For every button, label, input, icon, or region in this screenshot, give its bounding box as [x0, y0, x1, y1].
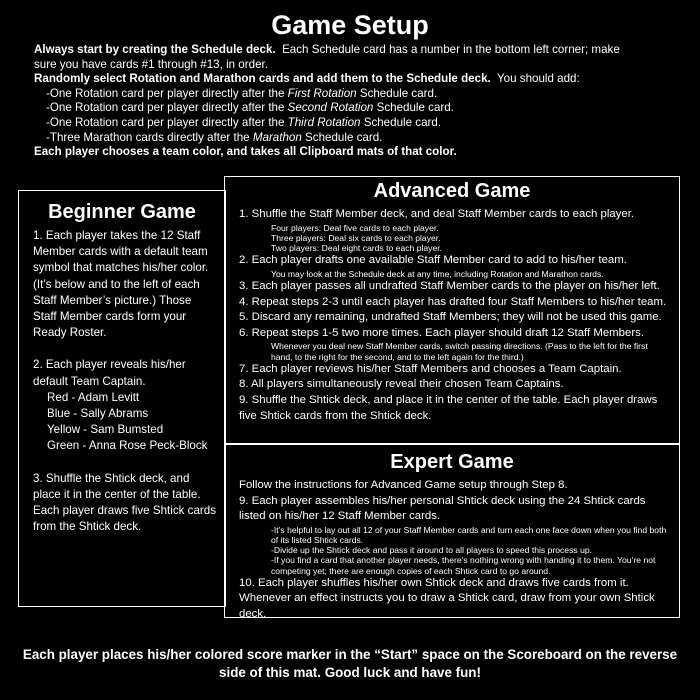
advanced-step-3: 3. Each player passes all undrafted Staff Member cards to the player on his/her left. — [239, 280, 660, 292]
expert-note: -It’s helpful to lay out all 12 of your Staff Member cards and turn each one face down when you find both of its listed Shtick cards. — [271, 524, 667, 545]
advanced-step-8: 8. All players simultaneously reveal their chosen Team Captains. — [239, 378, 564, 391]
add-em: Third Rotation — [287, 115, 361, 129]
intro-section — [34, 43, 674, 160]
beginner-game-box — [18, 190, 226, 607]
expert-game-box — [224, 443, 680, 618]
add-post: Schedule card. — [301, 130, 383, 144]
advanced-title: Advanced Game — [373, 180, 531, 202]
intro-schedule-line — [34, 43, 674, 58]
advanced-step-2-note: You may look at the Schedule deck at any time, including Rotation and Marathon cards. — [271, 268, 604, 279]
add-pre: -One Rotation card per player directly after the — [46, 101, 288, 115]
add-pre: -One Rotation card per player directly after the — [46, 86, 288, 100]
advanced-step-1-note: Four players: Deal five cards to each player. — [271, 222, 439, 233]
beginner-step-3: 3. Shuffle the Shtick deck, and place it in the center of the table. Each player draws five Shtick cards from the Shtick deck. — [33, 471, 216, 534]
footer-instructions: Each player places his/her colored score marker in the “Start” space on the Scoreboard on the reverse side of this mat. Good luck and have fun! — [22, 647, 678, 680]
add-post: Schedule card. — [356, 86, 438, 100]
captain-item: Blue - Sally Abrams — [47, 407, 149, 421]
advanced-step-1-note: Two players: Deal eight cards to each player. — [271, 243, 443, 253]
captain-item: Red - Adam Levitt — [47, 390, 140, 404]
intro-add-item — [34, 101, 674, 116]
intro-schedule-rest: Each Schedule card has a number in the bottom left corner; make — [282, 43, 620, 56]
intro-add-item — [34, 116, 674, 131]
captain-item: Yellow - Sam Bumsted — [47, 423, 164, 437]
advanced-step-5: 5. Discard any remaining, undrafted Staff Members; they will not be used this game. — [239, 311, 662, 324]
captain-item: Green - Anna Rose Peck-Block — [47, 439, 208, 453]
advanced-steps — [225, 203, 679, 424]
intro-add-item — [34, 131, 674, 146]
expert-body — [225, 474, 679, 623]
intro-schedule-bold: Always start by creating the Schedule deck. — [34, 43, 276, 56]
beginner-title: Beginner Game — [48, 201, 196, 223]
advanced-step-2: 2. Each player drafts one available Staff Member card to add to his/her team. — [239, 254, 627, 267]
add-pre: -Three Marathon cards directly after the — [46, 130, 253, 144]
add-post: Schedule card. — [360, 115, 442, 129]
page-title: Game Setup — [271, 10, 429, 40]
expert-step-9: 9. Each player assembles his/her personal Shtick deck using the 24 Shtick cards listed on his/her 12 Staff Member cards. — [239, 494, 646, 523]
advanced-game-box — [224, 176, 680, 445]
intro-random-line — [34, 72, 674, 87]
advanced-step-9: 9. Shuffle the Shtick deck, and place it in the center of the table. Each player draws five Shtick cards from the Shtick deck. — [239, 393, 658, 422]
advanced-step-6: 6. Repeat steps 1-5 two more times. Each player should draft 12 Staff Members. — [239, 326, 644, 339]
intro-color-line: Each player chooses a team color, and takes all Clipboard mats of that color. — [34, 145, 457, 159]
beginner-body — [19, 224, 225, 535]
add-em: Marathon — [252, 130, 302, 144]
add-post: Schedule card. — [373, 101, 454, 115]
intro-add-item — [34, 87, 674, 102]
expert-step-10: 10. Each player shuffles his/her own Shtick deck and draws five cards from it. Whenever an effect instructs you to draw a Shtick card, draw from your own Shtick deck. — [239, 576, 655, 620]
advanced-step-1-note: Three players: Deal six cards to each player. — [271, 232, 441, 243]
add-pre: -One Rotation card per player directly after the — [46, 115, 288, 129]
add-em: First Rotation — [287, 86, 357, 100]
advanced-step-7: 7. Each player reviews his/her Staff Members and chooses a Team Captain. — [239, 362, 622, 375]
intro-random-bold: Randomly select Rotation and Marathon cards and add them to the Schedule deck. — [34, 72, 491, 86]
expert-line-1: Follow the instructions for Advanced Game setup through Step 8. — [239, 479, 568, 491]
beginner-step-2: 2. Each player reveals his/her default Team Captain. — [33, 358, 186, 388]
add-em: Second Rotation — [287, 101, 374, 115]
beginner-step-1: 1. Each player takes the 12 Staff Member cards with a default team symbol that matches his/her color. (It’s below and to the left of each Staff Member’s picture.) Those Staff Member cards form your Ready Roster. — [33, 229, 209, 340]
advanced-step-1: 1. Shuffle the Staff Member deck, and deal Staff Member cards to each player. — [239, 208, 635, 220]
expert-title: Expert Game — [390, 451, 514, 473]
advanced-step-6-note: Whenever you deal new Staff Member cards, switch passing directions. (Pass to the left for the first hand, to the right for the second, and to the left again for the third.) — [271, 341, 648, 362]
expert-note: -Divide up the Shtick deck and pass it around to all players to speed this process up. — [271, 545, 593, 556]
expert-note: -If you find a card that another player needs, there’s nothing wrong with handing it to them. You’re not competing yet; there are enough copies of each Shtick card to go around. — [271, 555, 656, 576]
advanced-step-4: 4. Repeat steps 2-3 until each player has drafted four Staff Members to his/her team. — [239, 295, 667, 308]
intro-random-rest: You should add: — [496, 72, 580, 86]
intro-schedule-line2: sure you have cards #1 through #13, in order. — [34, 57, 268, 71]
